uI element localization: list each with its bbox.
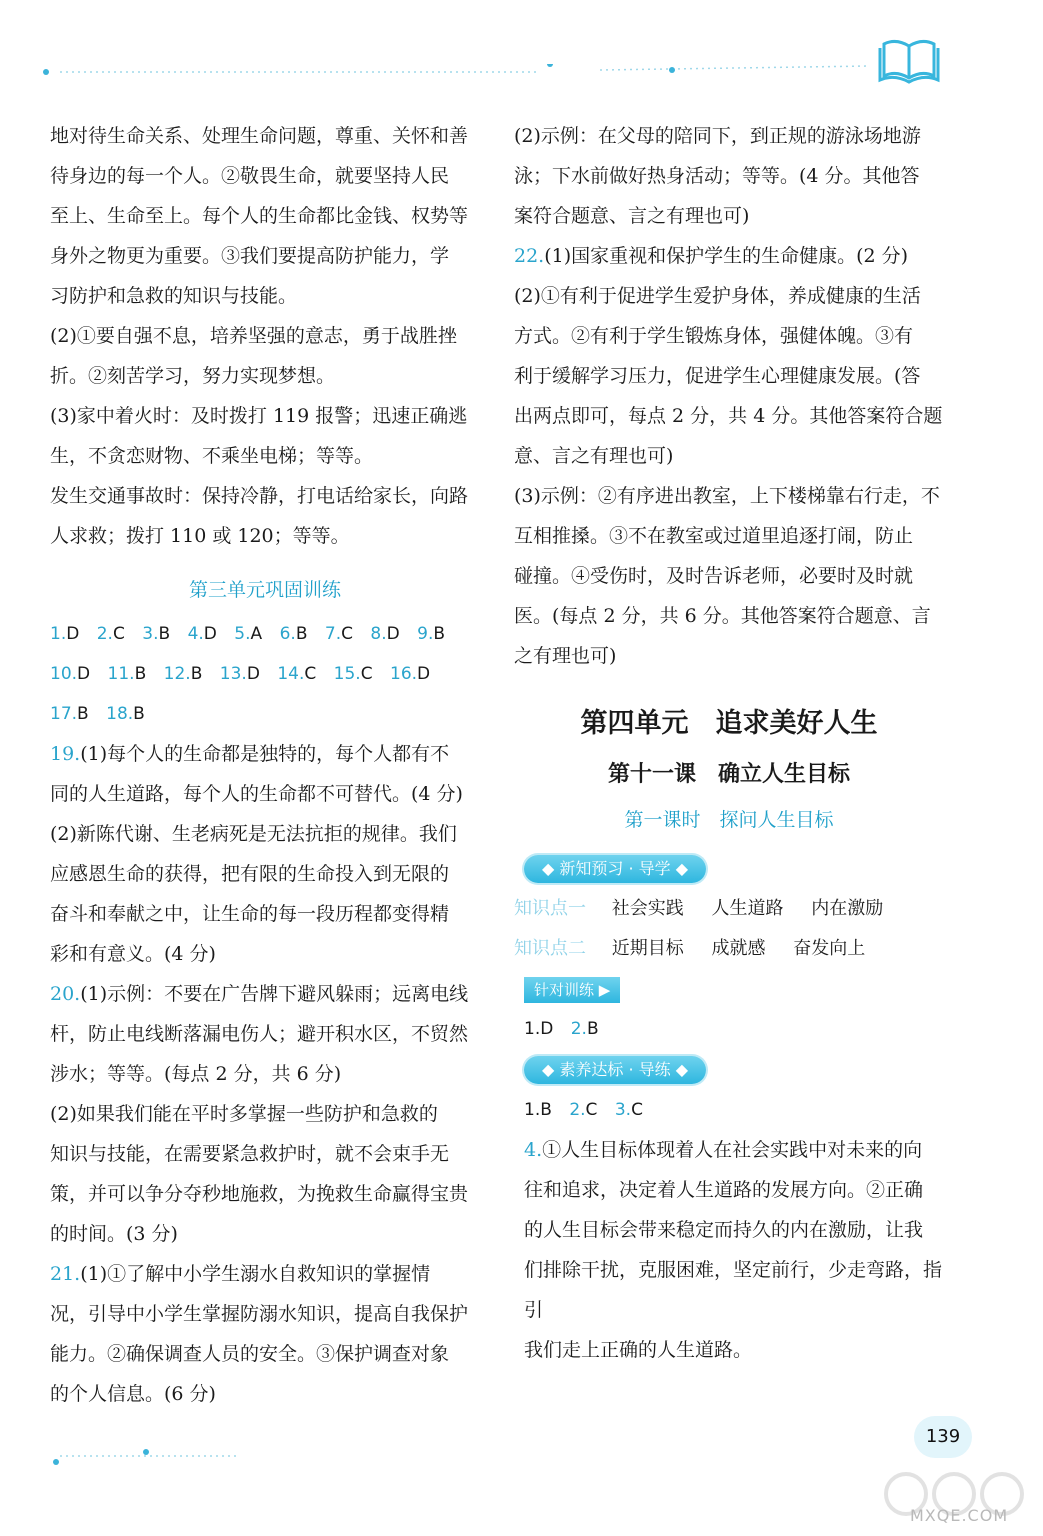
answer-q21-part2 [514,116,944,236]
choice-answer: 18.B [106,704,145,724]
text-line: 发生交通事故时：保持冷静，打电话给家长，向路 [50,485,469,507]
text-line: 生，不贪恋财物、不乘坐电梯；等等。 [50,445,374,467]
text-line: (3)示例：②有序进出教室，上下楼梯靠右行走，不 [514,485,940,507]
question-number: 4. [524,1139,543,1161]
choice-answers-row [514,1090,944,1130]
text-line: 互相推搡。③不在教室或过道里追逐打闹，防止 [514,525,914,547]
answer-q4 [514,1130,944,1370]
knowledge-point-row [514,929,944,969]
text-line: 待身边的每一个人。②敬畏生命，就要坚持人民 [50,165,450,187]
text-line: 况，引导中小学生掌握防溺水知识，提高自我保护 [50,1303,469,1325]
knowledge-term: 近期目标 [611,938,684,959]
text-line: 泳；下水前做好热身活动；等等。(4 分。其他答 [514,165,920,187]
text-line: 4.①人生目标体现着人在社会实践中对未来的向 [524,1139,923,1161]
text-line: 至上、生命至上。每个人的生命都比金钱、权势等 [50,205,469,227]
preview-badge: ◆ 新知预习 · 导学 ◆ [524,855,706,883]
text-line: 杆，防止电线断落漏电伤人；避开积水区，不贸然 [50,1023,469,1045]
text-line: 的人生目标会带来稳定而持久的内在激励，让我 [524,1219,924,1241]
text-line: (2)①要自强不息，培养坚强的意志，勇于战胜挫 [50,325,457,347]
text-line: 策，并可以争分夺秒地施救，为挽救生命赢得宝贵 [50,1183,469,1205]
text-line: (2)如果我们能在平时多掌握一些防护和急救的 [50,1103,438,1125]
text-line: 出两点即可，每点 2 分，共 4 分。其他答案符合题 [514,405,943,427]
choice-answer: 2.B [570,1019,599,1039]
text-line: 21.(1)①了解中小学生溺水自救知识的掌握情 [50,1263,431,1285]
text-line: 我们走上正确的人生道路。 [524,1339,753,1361]
choice-answer: 5.A [234,624,263,644]
text-line: 身外之物更为重要。③我们要提高防护能力，学 [50,245,450,267]
choice-answer: 14.C [277,664,317,684]
answer-q21 [50,1254,480,1414]
text-line: 之有理也可) [514,645,617,667]
choice-answer: 17.B [50,704,89,724]
text-line: 人求救；拨打 110 或 120；等等。 [50,525,350,547]
choice-answers-row [514,1009,944,1049]
text-line: 意、言之有理也可) [514,445,674,467]
text-line: 同的人生道路，每个人的生命都不可替代。(4 分) [50,783,463,805]
targeted-training-badge: 针对训练 ▶ [524,977,620,1003]
choice-answers-row [50,694,480,734]
unit-title: 第四单元 追求美好人生 [580,708,878,739]
knowledge-point-row [514,889,944,929]
knowledge-point-label: 知识点一 [514,898,586,919]
text-line: 的个人信息。(6 分) [50,1383,216,1405]
text-line: 能力。②确保调查人员的安全。③保护调查对象 [50,1343,450,1365]
choice-answer: 16.D [390,664,431,684]
text-line: 22.(1)国家重视和保护学生的生命健康。(2 分) [514,245,909,267]
section-heading: 第三单元巩固训练 [188,579,341,601]
choice-answers-row [50,614,480,654]
text-line: 往和追求，决定着人生道路的发展方向。②正确 [524,1179,924,1201]
text-line: 案符合题意、言之有理也可) [514,205,750,227]
top-dotted-rule [40,64,880,80]
text-line: 利于缓解学习压力，促进学生心理健康发展。(答 [514,365,921,387]
choice-answer: 2.C [569,1100,598,1120]
knowledge-term: 奋发向上 [793,938,866,959]
text-line: 20.(1)示例：不要在广告牌下避风躲雨；远离电线 [50,983,469,1005]
choice-answer: 11.B [107,664,147,684]
choice-answer: 15.C [333,664,373,684]
choice-answer: 12.B [163,664,203,684]
text-line: (2)①有利于促进学生爱护身体，养成健康的生活 [514,285,921,307]
text-line: (3)家中着火时：及时拨打 119 报警；迅速正确逃 [50,405,468,427]
right-column [514,116,944,1370]
answer-q18-cont [50,116,480,556]
choice-answer: 3.B [142,624,171,644]
text-line: 方式。②有利于学生锻炼身体，强健体魄。③有 [514,325,914,347]
choice-answer: 13.D [219,664,260,684]
choice-answer: 1.D [524,1019,554,1039]
question-number: 22. [514,245,545,267]
answer-q19 [50,734,480,974]
lesson-title: 第十一课 确立人生目标 [607,761,850,787]
question-number: 21. [50,1263,81,1285]
text-line: 碰撞。④受伤时，及时告诉老师，必要时及时就 [514,565,914,587]
text-line: 的时间。(3 分) [50,1223,178,1245]
text-line: 19.(1)每个人的生命都是独特的，每个人都有不 [50,743,450,765]
left-column [50,116,480,1414]
choice-answer: 4.D [187,624,217,644]
book-icon [878,36,940,84]
choice-answer: 7.C [324,624,353,644]
text-line: 知识与技能，在需要紧急救护时，就不会束手无 [50,1143,450,1165]
page-number: 139 [914,1416,972,1458]
choice-answer: 1.D [50,624,80,644]
text-line: (2)示例：在父母的陪同下，到正规的游泳场地游 [514,125,921,147]
choice-answer: 1.B [524,1100,552,1120]
text-line: 习防护和急救的知识与技能。 [50,285,298,307]
text-line: 涉水；等等。(每点 2 分，共 6 分) [50,1063,342,1085]
literacy-badge: ◆ 素养达标 · 导练 ◆ [524,1056,706,1084]
choice-answer: 2.C [96,624,125,644]
text-line: 们排除干扰，克服困难，坚定前行，少走弯路，指引 [524,1259,943,1321]
answer-q20 [50,974,480,1254]
knowledge-term: 人生道路 [711,898,784,919]
text-line: 医。(每点 2 分，共 6 分。其他答案符合题意、言 [514,605,931,627]
period-title: 第一课时 探问人生目标 [624,809,834,831]
choice-answer: 8.D [370,624,400,644]
choice-answers-row [50,654,480,694]
choice-answer: 3.C [614,1100,643,1120]
choice-answer: 10.D [50,664,91,684]
text-line: 地对待生命关系、处理生命问题，尊重、关怀和善 [50,125,469,147]
choice-answer: 9.B [417,624,446,644]
knowledge-point-label: 知识点二 [514,938,586,959]
text-line: (2)新陈代谢、生老病死是无法抗拒的规律。我们 [50,823,457,845]
answer-q22 [514,236,944,676]
text-line: 奋斗和奉献之中，让生命的每一段历程都变得精 [50,903,450,925]
text-line: 折。②刻苦学习，努力实现梦想。 [50,365,336,387]
knowledge-term: 成就感 [711,938,766,959]
text-line: 彩和有意义。(4 分) [50,943,216,965]
knowledge-term: 内在激励 [811,898,884,919]
choice-answer: 6.B [279,624,308,644]
knowledge-term: 社会实践 [611,898,684,919]
bottom-dotted-rule [50,1446,240,1466]
question-number: 19. [50,743,81,765]
text-line: 应感恩生命的获得，把有限的生命投入到无限的 [50,863,450,885]
watermark-text: MXQE.COM [910,1506,1009,1525]
question-number: 20. [50,983,81,1005]
